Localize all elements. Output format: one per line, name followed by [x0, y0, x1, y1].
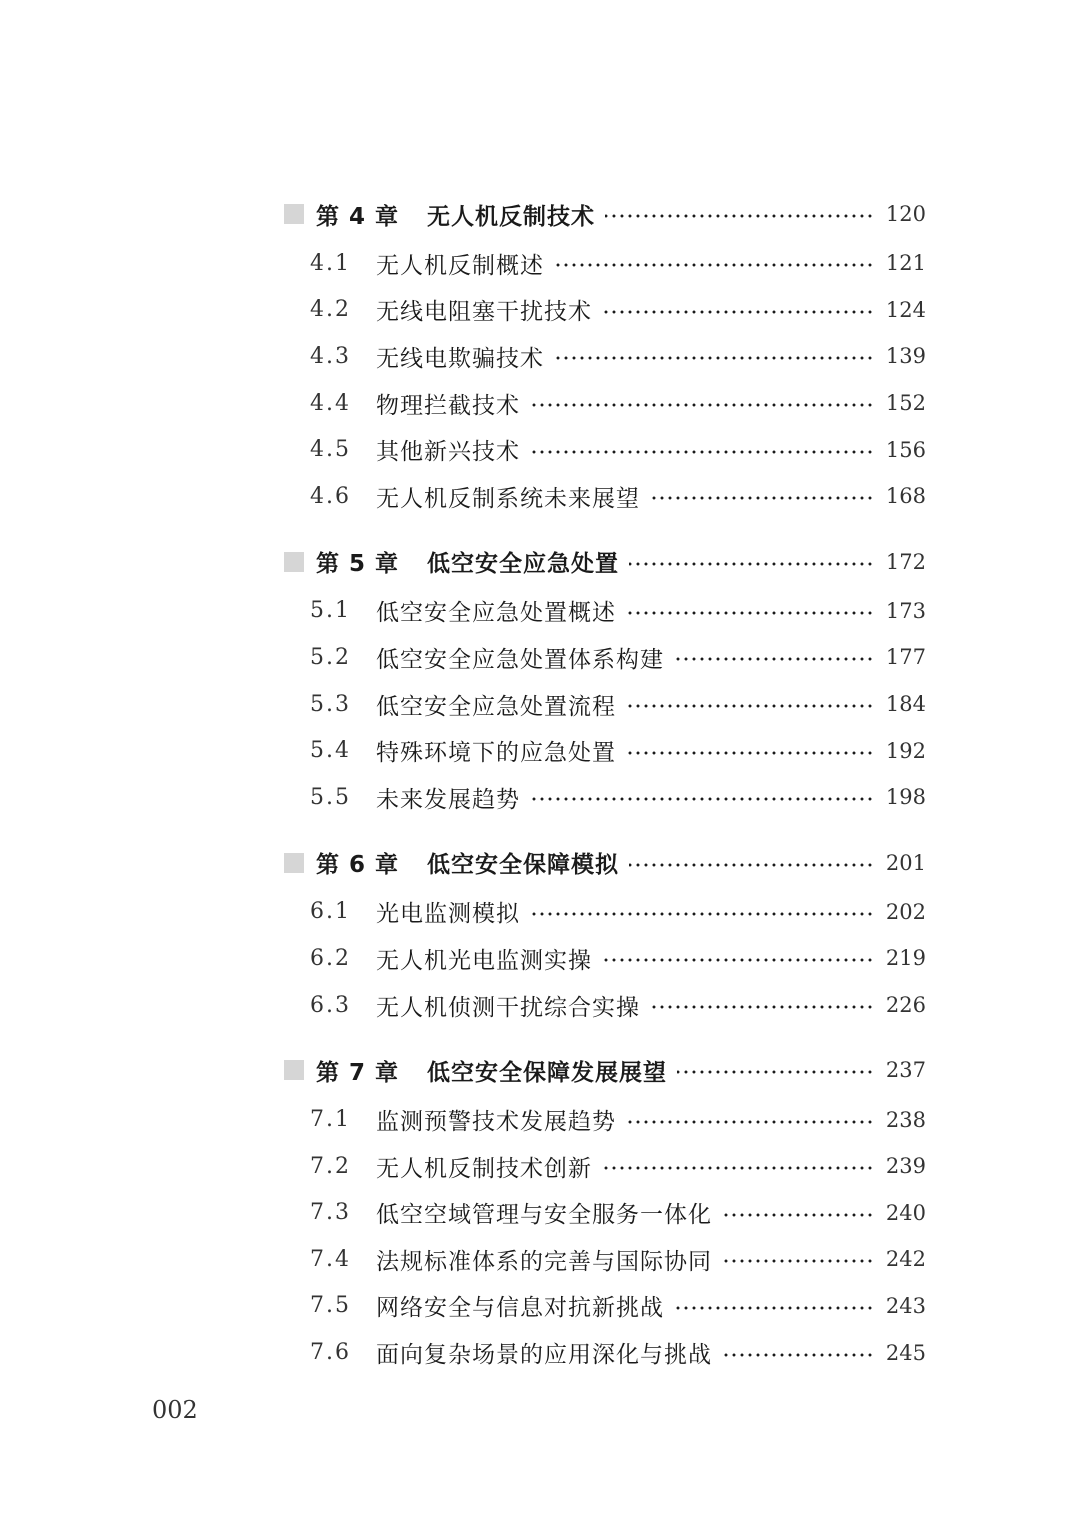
section-page-number: 139: [885, 344, 926, 369]
dot-leader: [626, 703, 874, 709]
chapter-4: [284, 194, 926, 520]
section-number: 7.2: [310, 1153, 351, 1179]
section-number: 4.5: [310, 437, 351, 463]
section-title: 法规标准体系的完善与国际协同: [376, 1248, 712, 1275]
chapter-page-number: 237: [885, 1058, 926, 1083]
section-number: 4.4: [310, 390, 351, 416]
section-entry[interactable]: [284, 287, 926, 334]
section-number: 7.5: [310, 1293, 351, 1319]
section-title: 监测预警技术发展趋势: [376, 1109, 616, 1136]
section-page-number: 240: [885, 1200, 926, 1225]
dot-leader: [602, 957, 874, 963]
section-page-number: 168: [885, 484, 926, 509]
section-title: 无人机侦测干扰综合实操: [376, 994, 640, 1021]
chapter-6: [284, 843, 926, 1029]
dot-leader: [674, 1305, 874, 1311]
section-entry[interactable]: [284, 426, 926, 473]
section-title: 无线电阻塞干扰技术: [376, 299, 592, 326]
section-entry[interactable]: [284, 727, 926, 774]
section-page-number: 242: [885, 1247, 926, 1272]
section-title: 无线电欺骗技术: [376, 345, 544, 372]
section-page-number: 173: [885, 598, 926, 623]
dot-leader: [677, 1069, 874, 1075]
section-title: 网络安全与信息对抗新挑战: [376, 1295, 664, 1322]
section-number: 4.3: [310, 343, 351, 369]
chapter-heading[interactable]: [284, 843, 926, 883]
chapter-heading[interactable]: [284, 542, 926, 582]
section-number: 7.6: [310, 1340, 351, 1366]
dot-leader: [650, 495, 874, 501]
chapter-5: [284, 542, 926, 821]
section-page-number: 177: [885, 645, 926, 670]
dot-leader: [605, 213, 874, 219]
section-page-number: 156: [885, 437, 926, 462]
dot-leader: [626, 1119, 874, 1125]
section-page-number: 192: [885, 738, 926, 763]
dot-leader: [626, 610, 874, 616]
section-entry[interactable]: [284, 889, 926, 936]
section-title: 低空安全应急处置体系构建: [376, 646, 664, 673]
section-page-number: 152: [885, 391, 926, 416]
section-title: 无人机反制概述: [376, 252, 544, 279]
section-entry[interactable]: [284, 774, 926, 821]
chapter-marker-icon: [284, 853, 304, 873]
section-entry[interactable]: [284, 935, 926, 982]
section-page-number: 202: [885, 899, 926, 924]
chapter-title: 低空安全保障发展展望: [427, 1059, 668, 1086]
section-title: 无人机反制技术创新: [376, 1155, 592, 1182]
section-page-number: 245: [885, 1340, 926, 1365]
dot-leader: [722, 1352, 874, 1358]
chapter-marker-icon: [284, 1060, 304, 1080]
chapter-label: 第 4 章: [316, 203, 400, 230]
section-title: 低空空域管理与安全服务一体化: [376, 1202, 712, 1229]
chapter-7: [284, 1050, 926, 1376]
section-entry[interactable]: [284, 588, 926, 635]
section-number: 7.3: [310, 1200, 351, 1226]
section-entry[interactable]: [284, 1236, 926, 1283]
chapter-title: 低空安全保障模拟: [427, 852, 620, 879]
dot-leader: [602, 309, 874, 315]
dot-leader: [554, 262, 874, 268]
section-number: 4.2: [310, 297, 351, 323]
section-number: 6.3: [310, 992, 351, 1018]
section-number: 5.5: [310, 784, 351, 810]
section-entry[interactable]: [284, 473, 926, 520]
dot-leader: [650, 1004, 874, 1010]
section-number: 7.1: [310, 1107, 351, 1133]
section-number: 6.2: [310, 945, 351, 971]
section-entry[interactable]: [284, 1283, 926, 1330]
section-page-number: 243: [885, 1293, 926, 1318]
chapter-page-number: 172: [885, 549, 926, 574]
section-entry[interactable]: [284, 1096, 926, 1143]
section-title: 其他新兴技术: [376, 439, 520, 466]
chapter-marker-icon: [284, 552, 304, 572]
section-number: 5.4: [310, 738, 351, 764]
section-title: 无人机光电监测实操: [376, 947, 592, 974]
section-number: 7.4: [310, 1246, 351, 1272]
dot-leader: [530, 449, 874, 455]
section-entry[interactable]: [284, 380, 926, 427]
dot-leader: [629, 561, 874, 567]
section-number: 6.1: [310, 899, 351, 925]
section-page-number: 239: [885, 1154, 926, 1179]
section-title: 低空安全应急处置流程: [376, 693, 616, 720]
section-title: 低空安全应急处置概述: [376, 600, 616, 627]
dot-leader: [554, 355, 874, 361]
section-page-number: 226: [885, 993, 926, 1018]
section-page-number: 238: [885, 1107, 926, 1132]
chapter-title: 无人机反制技术: [427, 203, 596, 230]
chapter-page-number: 120: [885, 202, 926, 226]
dot-leader: [722, 1258, 874, 1264]
section-page-number: 219: [885, 946, 926, 971]
chapter-label: 第 7 章: [316, 1059, 400, 1086]
chapter-title: 低空安全应急处置: [427, 551, 620, 578]
dot-leader: [530, 796, 874, 802]
section-entry[interactable]: [284, 1329, 926, 1376]
section-entry[interactable]: [284, 634, 926, 681]
section-title: 光电监测模拟: [376, 901, 520, 928]
dot-leader: [626, 750, 874, 756]
section-number: 5.1: [310, 598, 351, 624]
dot-leader: [530, 911, 874, 917]
section-number: 5.2: [310, 644, 351, 670]
dot-leader: [602, 1165, 874, 1171]
section-page-number: 198: [885, 785, 926, 810]
section-entry[interactable]: [284, 240, 926, 287]
section-entry[interactable]: [284, 982, 926, 1029]
chapter-heading[interactable]: [284, 194, 926, 234]
chapter-marker-icon: [284, 204, 304, 224]
chapter-heading[interactable]: [284, 1050, 926, 1090]
section-page-number: 124: [885, 297, 926, 322]
section-number: 4.6: [310, 483, 351, 509]
footer-page-number: 002: [152, 1396, 198, 1424]
dot-leader: [629, 862, 874, 868]
chapter-page-number: 201: [885, 850, 926, 875]
section-page-number: 121: [885, 251, 926, 276]
section-title: 无人机反制系统未来展望: [376, 485, 640, 512]
section-number: 4.1: [310, 250, 351, 276]
section-title: 特殊环境下的应急处置: [376, 740, 616, 767]
section-title: 未来发展趋势: [376, 786, 520, 813]
section-entry[interactable]: [284, 1190, 926, 1237]
chapter-label: 第 5 章: [316, 551, 400, 578]
section-entry[interactable]: [284, 1143, 926, 1190]
chapter-label: 第 6 章: [316, 852, 400, 879]
section-page-number: 184: [885, 692, 926, 717]
dot-leader: [530, 402, 874, 408]
dot-leader: [722, 1212, 874, 1218]
section-title: 面向复杂场景的应用深化与挑战: [376, 1342, 712, 1369]
table-of-contents: [284, 194, 926, 1398]
section-number: 5.3: [310, 691, 351, 717]
section-entry[interactable]: [284, 681, 926, 728]
dot-leader: [674, 656, 874, 662]
section-title: 物理拦截技术: [376, 392, 520, 419]
section-entry[interactable]: [284, 333, 926, 380]
